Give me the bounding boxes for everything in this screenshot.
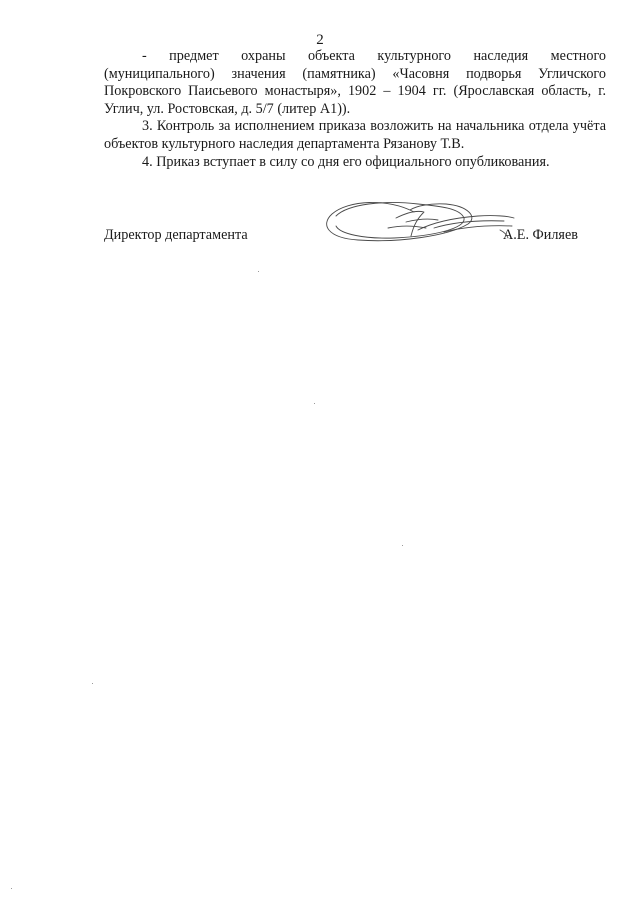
signer-title: Директор департамента — [104, 227, 248, 243]
document-body — [104, 48, 606, 171]
paragraph-control: 3. Контроль за исполнением приказа возложить на начальника отдела учёта объектов культурного наследия департамента Рязанову Т.В. — [104, 118, 606, 152]
page-number: 2 — [316, 32, 324, 48]
scan-speck — [92, 683, 93, 684]
scan-speck — [402, 545, 403, 546]
handwritten-signature — [318, 192, 518, 254]
paragraph-protection-subject: - предмет охраны объекта культурного наследия местного (муниципального) значения (памятника) «Часовня подворья Угличского Покровского Паисьевого монастыря», 1902 – 1904 гг. (Ярославская область, г. Углич, ул. Ростовская, д. 5/7 (литер А1)). — [104, 48, 606, 117]
scan-speck — [258, 271, 259, 272]
signature-block — [0, 192, 640, 262]
scan-speck — [314, 403, 315, 404]
signer-name: А.Е. Филяев — [503, 227, 578, 243]
paragraph-effective-date: 4. Приказ вступает в силу со дня его официального опубликования. — [142, 153, 550, 170]
scan-speck — [11, 888, 12, 889]
